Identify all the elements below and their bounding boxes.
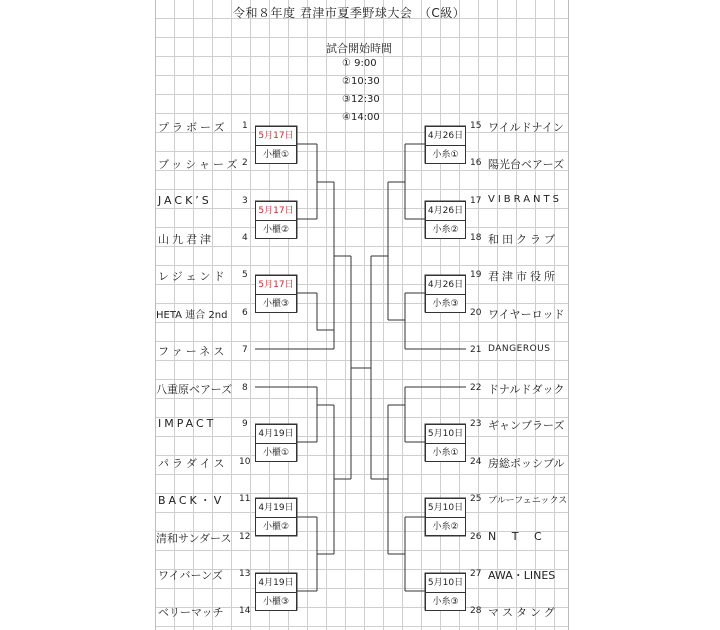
left-team-name: ブッシャーズ: [158, 158, 241, 171]
match-venue: 小櫃①: [256, 443, 296, 462]
left-team-name: レジェンド: [158, 270, 228, 283]
left-team-number: 1: [242, 121, 248, 131]
match-date: 4月26日: [427, 280, 464, 290]
right-team-name: N T C: [488, 530, 548, 543]
right-team-name: VIBRANTS: [488, 194, 562, 205]
page-title: 令和８年度 君津市夏季野球大会 （C級）: [233, 6, 466, 20]
left-team-number: 11: [239, 494, 251, 504]
match-date: 4月19日: [258, 503, 294, 513]
match-date: 5月17日: [258, 131, 294, 141]
left-team-name: HETA 連合 2nd: [156, 310, 228, 321]
left-team-name: 清和サンダース: [156, 532, 232, 545]
match-venue: 小櫃③: [256, 592, 296, 611]
match-box: [425, 201, 466, 239]
start-time-2: ②10:30: [342, 76, 380, 87]
match-venue: 小糸②: [426, 220, 465, 239]
match-date: 5月10日: [427, 578, 464, 588]
right-team-name: 和田クラブ: [488, 233, 558, 246]
right-team-number: 25: [470, 494, 482, 504]
match-box: [425, 573, 466, 611]
match-date: 5月10日: [427, 503, 464, 513]
left-team-number: 12: [239, 532, 251, 542]
left-team-number: 2: [242, 158, 248, 168]
match-box: [255, 201, 297, 239]
match-venue: 小櫃①: [256, 145, 296, 164]
left-team-number: 14: [239, 606, 251, 616]
match-box: [255, 275, 297, 313]
right-team-number: 21: [470, 345, 482, 355]
left-team-number: 8: [242, 383, 248, 393]
match-venue: 小糸①: [426, 443, 465, 462]
right-team-number: 26: [470, 532, 482, 542]
right-team-number: 16: [470, 158, 482, 168]
match-date: 4月26日: [427, 131, 464, 141]
match-venue: 小糸③: [426, 592, 465, 611]
right-team-name: ギャンブラーズ: [488, 419, 565, 432]
match-date: 4月19日: [258, 429, 294, 439]
match-venue: 小糸③: [426, 294, 465, 313]
left-team-number: 10: [239, 457, 251, 467]
left-team-name: ワイバーンズ: [158, 569, 223, 582]
right-team-number: 27: [470, 569, 482, 579]
match-date: 5月17日: [258, 280, 294, 290]
match-venue: 小櫃②: [256, 220, 296, 239]
match-date: 4月19日: [258, 578, 294, 588]
match-box: [425, 498, 466, 536]
right-team-number: 22: [470, 383, 482, 393]
right-team-number: 28: [470, 606, 482, 616]
right-team-name: 君津市役所: [488, 270, 558, 283]
right-team-name: マスタング: [488, 606, 558, 619]
match-box: [425, 126, 466, 164]
right-team-name: ワイヤーロッド: [488, 308, 565, 321]
match-venue: 小櫃③: [256, 294, 296, 313]
match-box: [255, 126, 297, 164]
left-team-name: 山九君津: [158, 233, 214, 246]
match-box: [255, 573, 297, 611]
left-team-name: JACK’S: [158, 194, 212, 207]
match-venue: 小糸①: [426, 145, 465, 164]
match-date: 4月26日: [427, 206, 464, 216]
left-team-number: 3: [242, 196, 248, 206]
left-team-number: 13: [239, 569, 251, 579]
match-date: 5月10日: [427, 429, 464, 439]
right-team-name: ワイルドナイン: [488, 121, 564, 134]
match-box: [255, 424, 297, 462]
right-team-name: ブルーフェニックス: [488, 496, 568, 506]
left-team-number: 6: [242, 308, 248, 318]
left-team-number: 5: [242, 270, 248, 280]
right-team-number: 23: [470, 419, 482, 429]
right-team-number: 18: [470, 233, 482, 243]
left-team-name: BACK・V: [158, 494, 225, 507]
right-team-number: 19: [470, 270, 482, 280]
start-times-label: 試合開始時間: [326, 42, 392, 55]
match-venue: 小櫃②: [256, 517, 296, 536]
start-time-3: ③12:30: [342, 94, 380, 105]
left-team-name: ベリーマッチ: [158, 606, 224, 619]
match-box: [425, 424, 466, 462]
match-box: [255, 498, 297, 536]
match-venue: 小糸②: [426, 517, 465, 536]
bracket-line: [317, 293, 334, 349]
right-team-number: 15: [470, 121, 482, 131]
right-team-number: 24: [470, 457, 482, 467]
right-team-name: DANGEROUS: [488, 344, 551, 354]
match-box: [425, 275, 466, 313]
left-team-number: 4: [242, 233, 248, 243]
left-team-name: IMPACT: [158, 417, 217, 430]
right-team-number: 17: [470, 196, 482, 206]
left-team-name: 八重原ベアーズ: [156, 383, 233, 396]
right-team-number: 20: [470, 308, 482, 318]
right-team-name: AWA・LINES: [488, 569, 556, 582]
right-team-name: 陽光台ベアーズ: [488, 158, 565, 171]
match-date: 5月17日: [258, 206, 294, 216]
right-team-name: 房総ポッシブル: [488, 457, 565, 470]
left-team-number: 9: [242, 419, 248, 429]
left-team-number: 7: [242, 345, 248, 355]
left-team-name: パラダイス: [158, 457, 228, 470]
start-time-1: ① 9:00: [342, 58, 377, 69]
left-team-name: プラボーズ: [158, 121, 228, 134]
left-team-name: ファーネス: [158, 345, 228, 358]
start-time-4: ④14:00: [342, 112, 380, 123]
right-team-name: ドナルドダック: [488, 383, 565, 396]
